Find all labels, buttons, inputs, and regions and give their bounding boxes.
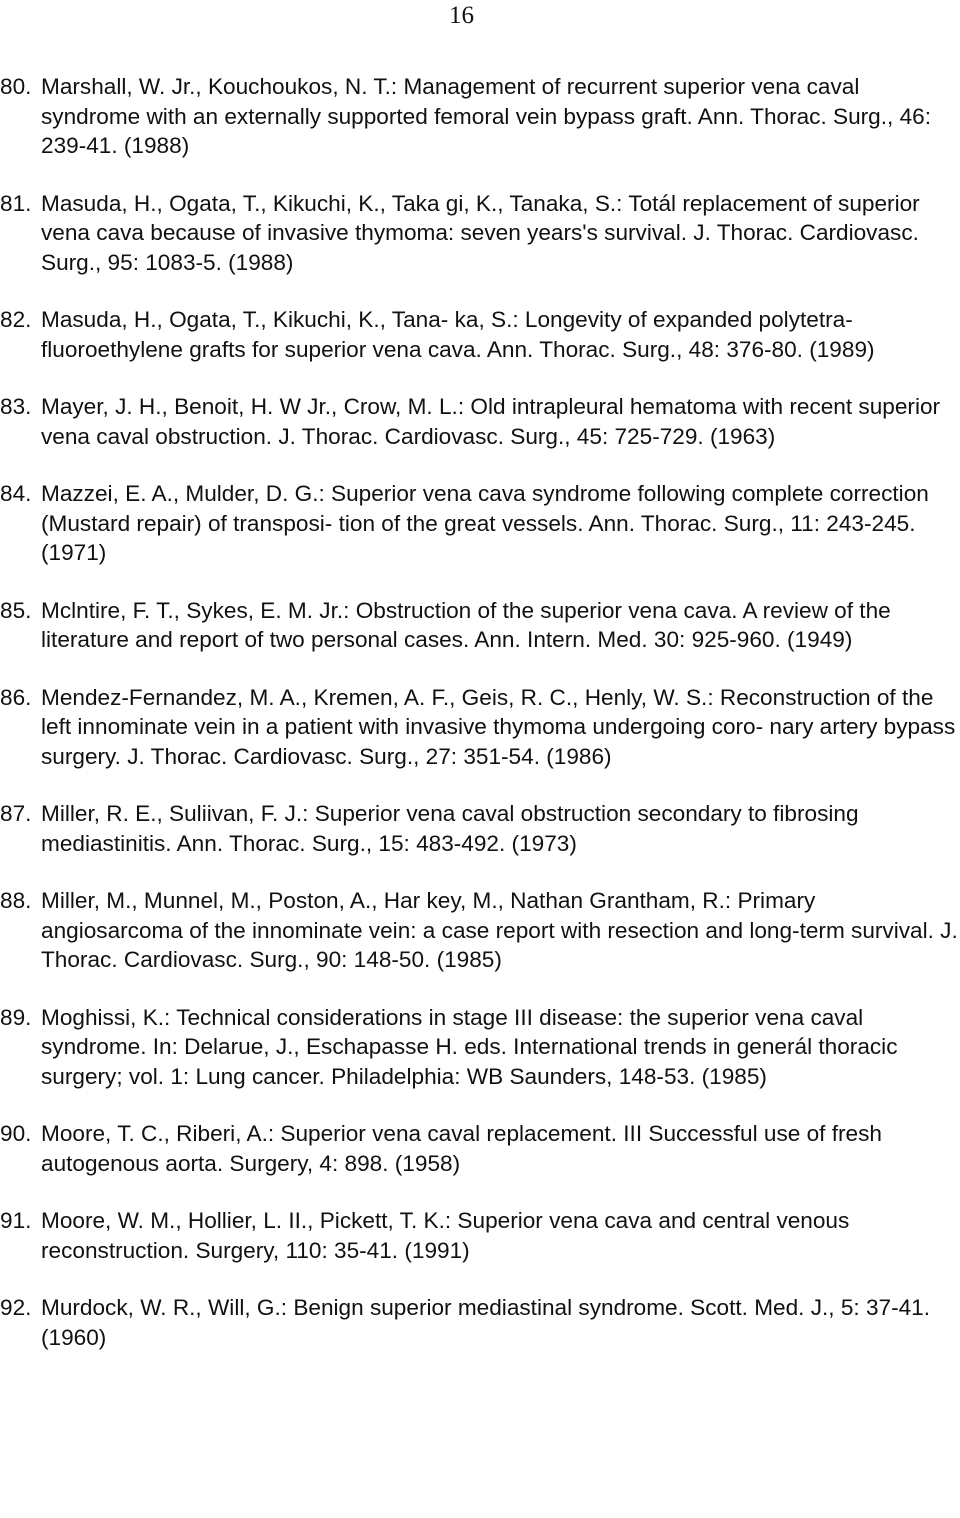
reference-text: Marshall, W. Jr., Kouchoukos, N. T.: Management of recurrent superior vena caval syndrome with an externally supported femoral vein bypass graft. Ann. Thorac. Surg., 46: 239-41. (1988) [41, 74, 931, 158]
reference-number: 85. [0, 597, 32, 623]
reference-item [0, 1119, 960, 1178]
reference-text: Masuda, H., Ogata, T., Kikuchi, K., Taka gi, K., Tanaka, S.: Totál replacement of superior vena cava because of invasive thymoma: seven years's survival. J. Thorac. Cardiovasc. Surg., 95: 1083-5. (1988) [41, 190, 920, 275]
reference-text: Miller, R. E., Suliivan, F. J.: Superior vena caval obstruction secondary to fibrosing mediastinitis. Ann. Thorac. Surg., 15: 483-492. (1973) [41, 801, 859, 856]
reference-text: Mclntire, F. T., Sykes, E. M. Jr.: Obstruction of the superior vena cava. A review of the literature and report of two personal cases. Ann. Intern. Med. 30: 925-960. (1949) [41, 597, 891, 652]
reference-item [0, 1206, 960, 1265]
reference-item [0, 683, 960, 772]
reference-number: 87. [0, 801, 32, 826]
reference-number: 80. [0, 74, 32, 99]
reference-item [0, 305, 960, 364]
reference-text: Masuda, H., Ogata, T., Kikuchi, K., Tana- ka, S.: Longevity of expanded polytetra- fluoroethylene grafts for superior vena cava. Ann. Thorac. Surg., 48: 376-80. (1989) [41, 307, 875, 362]
reference-number: 83. [0, 394, 32, 419]
reference-number: 86. [0, 684, 32, 710]
reference-text: Moore, T. C., Riberi, A.: Superior vena caval replacement. III Successful use of fresh autogenous aorta. Surgery, 4: 898. (1958) [41, 1121, 882, 1176]
reference-text: Mazzei, E. A., Mulder, D. G.: Superior vena cava syndrome following complete correction (Mustard repair) of transposi- tion of the great vessels. Ann. Thorac. Surg., 11: 243-245. (1971) [41, 481, 929, 565]
reference-number: 81. [0, 190, 32, 216]
reference-number: 90. [0, 1121, 32, 1146]
reference-number: 91. [0, 1208, 32, 1233]
reference-text: Moore, W. M., Hollier, L. II., Pickett, T. K.: Superior vena cava and central venous reconstruction. Surgery, 110: 35-41. (1991) [41, 1208, 850, 1263]
reference-item [0, 1003, 960, 1092]
reference-text: Miller, M., Munnel, M., Poston, A., Har key, M., Nathan Grantham, R.: Primary angiosarcoma of the innominate vein: a case report with resection and long-term survival. J. Thorac. Cardiovasc. Surg., 90: 148-50. (1985) [41, 888, 958, 972]
reference-number: 92. [0, 1295, 32, 1320]
reference-text: Mayer, J. H., Benoit, H. W Jr., Crow, M. L.: Old intrapleural hematoma with recent superior vena caval obstruction. J. Thorac. Cardiovasc. Surg., 45: 725-729. (1963) [41, 394, 941, 449]
reference-text: Mendez-Fernandez, M. A., Kremen, A. F., Geis, R. C., Henly, W. S.: Reconstruction of the left innominate vein in a patient with invasive thymoma undergoing coro- nary artery bypass surgery. J. Thorac. Cardiovasc. Surg., 27: 351-54. (1986) [41, 684, 956, 769]
reference-number: 82. [0, 307, 32, 332]
reference-item [0, 1293, 960, 1352]
reference-item [0, 479, 960, 568]
reference-list [0, 72, 960, 1380]
reference-text: Murdock, W. R., Will, G.: Benign superior mediastinal syndrome. Scott. Med. J., 5: 37-41. (1960) [41, 1295, 931, 1350]
reference-number: 84. [0, 481, 32, 506]
reference-number: 88. [0, 888, 32, 913]
page-number: 16 [449, 2, 474, 29]
reference-item [0, 799, 960, 858]
reference-item [0, 72, 960, 161]
reference-item [0, 886, 960, 975]
reference-item [0, 392, 960, 451]
reference-item [0, 596, 960, 655]
reference-number: 89. [0, 1004, 32, 1030]
reference-text: Moghissi, K.: Technical considerations in stage III disease: the superior vena caval syndrome. In: Delarue, J., Eschapasse H. eds. International trends in generál thoracic surgery; vol. 1: Lung cancer. Philadelphia: WB Saunders, 148-53. (1985) [41, 1004, 898, 1089]
reference-item [0, 189, 960, 278]
